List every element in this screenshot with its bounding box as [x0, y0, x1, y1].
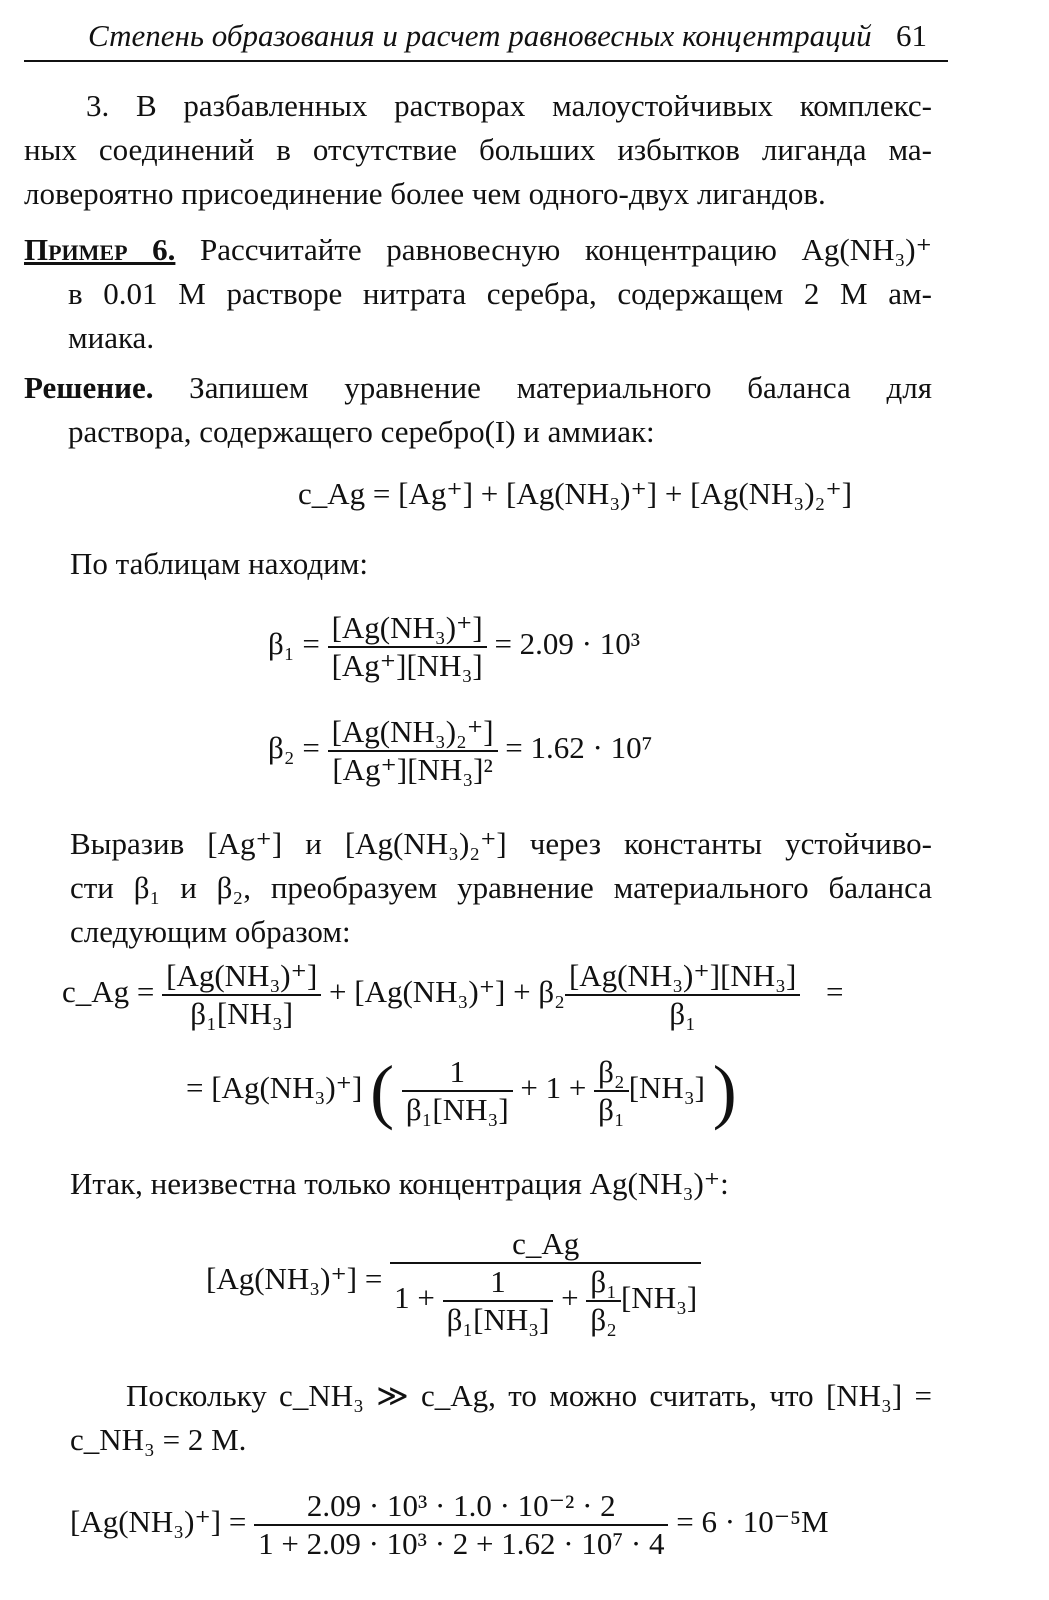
transform1-f1-denominator: β₁[NH₃] — [162, 994, 321, 1032]
transform2-middle: + 1 + — [520, 1070, 587, 1106]
beta2-numerator: [Ag(NH₃)₂⁺] — [331, 714, 494, 749]
since-line: c_NH₃ = 2 М. — [70, 1422, 247, 1457]
express-paragraph — [70, 822, 932, 954]
solution-line — [24, 366, 932, 410]
solve-df2-numerator: β₁ — [590, 1264, 617, 1299]
beta1-denominator: [Ag⁺][NH₃] — [328, 646, 487, 684]
transform-equation-2 — [186, 1051, 737, 1131]
final-equation — [70, 1488, 829, 1562]
transform2-f2-denominator: β₁ — [594, 1090, 629, 1128]
example-paragraph — [24, 228, 932, 360]
beta1-fraction — [328, 610, 487, 684]
solve-denominator — [390, 1262, 701, 1338]
solution-label: Решение. — [24, 370, 154, 405]
beta2-equation — [268, 714, 652, 788]
solve-den-a: 1 + — [394, 1280, 435, 1316]
solve-equation — [206, 1226, 701, 1338]
example-label: Пример 6. — [24, 232, 176, 267]
since-paragraph — [70, 1374, 932, 1462]
transform1-middle: + [Ag(NH₃)⁺] + β₂ — [329, 974, 565, 1010]
solution-paragraph — [24, 366, 932, 454]
transform1-lhs: c_Ag = — [62, 974, 155, 1010]
solve-den-fraction-1 — [443, 1264, 554, 1338]
item-3-paragraph — [24, 84, 932, 216]
solve-den-b: + — [561, 1280, 579, 1316]
item-3-line: 3. В разбавленных растворах малоустойчивых комплекс- — [86, 88, 932, 123]
beta1-numerator: [Ag(NH₃)⁺] — [331, 610, 483, 645]
beta1-rhs: = 2.09 · 10³ — [494, 626, 641, 662]
transform1-fraction-2 — [565, 958, 800, 1032]
transform2-f2-numerator: β₂ — [598, 1054, 625, 1089]
transform1-fraction-1 — [162, 958, 321, 1032]
solve-df1-denominator: β₁[NH₃] — [443, 1300, 554, 1338]
page-number: 61 — [896, 18, 927, 53]
solution-text: Запишем уравнение материального баланса для — [189, 370, 932, 405]
right-paren: ) — [712, 1051, 737, 1131]
solve-den-tail: [NH₃] — [620, 1280, 698, 1316]
transform1-f2-numerator: [Ag(NH₃)⁺][NH₃] — [568, 958, 797, 993]
beta2-rhs: = 1.62 · 10⁷ — [505, 730, 653, 766]
solution-line: раствора, содержащего серебро(I) и аммиак: — [68, 414, 655, 449]
since-line: Поскольку c_NH₃ ≫ c_Ag, то можно считать, что [NH₃] = — [126, 1378, 932, 1413]
transform2-fraction-2 — [594, 1054, 629, 1128]
solve-df2-denominator: β₂ — [586, 1300, 621, 1338]
example-line: миака. — [68, 320, 155, 355]
left-paren: ( — [370, 1051, 395, 1131]
solve-fraction — [390, 1226, 701, 1338]
transform1-f2-denominator: β₁ — [565, 994, 800, 1032]
express-line: Выразив [Ag⁺] и [Ag(NH₃)₂⁺] через константы устойчиво- — [70, 826, 932, 861]
final-rhs: = 6 · 10⁻⁵М — [676, 1504, 829, 1540]
header-rule — [24, 60, 948, 62]
running-header-title: Степень образования и расчет равновесных концентраций — [88, 18, 872, 53]
transform2-lhs: = [Ag(NH₃)⁺] — [186, 1070, 363, 1106]
only-unknown-text: Итак, неизвестна только концентрация Ag(NH₃)⁺: — [70, 1166, 729, 1201]
material-balance-equation: c_Ag = [Ag⁺] + [Ag(NH₃)⁺] + [Ag(NH₃)₂⁺] — [298, 476, 853, 511]
example-line: в 0.01 М растворе нитрата серебра, содержащем 2 М ам- — [68, 276, 932, 311]
solve-lhs: [Ag(NH₃)⁺] = — [206, 1261, 383, 1297]
beta2-fraction — [328, 714, 498, 788]
final-numerator: 2.09 · 10³ · 1.0 · 10⁻² · 2 — [306, 1488, 616, 1523]
beta2-lhs: β₂ = — [268, 730, 320, 766]
transform1-end: = — [826, 974, 844, 1010]
example-text: Рассчитайте равновесную концентрацию Ag(NH₃)⁺ — [200, 232, 932, 267]
item-3-line: ловероятно присоединение более чем одного-двух лигандов. — [24, 176, 826, 211]
solve-den-fraction-2 — [586, 1264, 621, 1338]
transform2-tail: [NH₃] — [628, 1070, 705, 1106]
beta2-denominator: [Ag⁺][NH₃]² — [328, 750, 498, 788]
express-line: следующим образом: — [70, 914, 351, 949]
item-3-line: ных соединений в отсутствие больших избытков лиганда ма- — [24, 132, 932, 167]
transform1-f1-numerator: [Ag(NH₃)⁺] — [166, 958, 318, 993]
transform2-f1-denominator: β₁[NH₃] — [402, 1090, 513, 1128]
express-line: сти β₁ и β₂, преобразуем уравнение материального баланса — [70, 870, 932, 905]
final-lhs: [Ag(NH₃)⁺] = — [70, 1504, 247, 1540]
final-fraction — [254, 1488, 668, 1562]
solve-numerator: c_Ag — [512, 1226, 580, 1261]
solve-df1-numerator: 1 — [490, 1264, 506, 1299]
transform-equation-1 — [62, 958, 844, 1032]
transform2-fraction-1 — [402, 1054, 513, 1128]
final-denominator: 1 + 2.09 · 10³ · 2 + 1.62 · 10⁷ · 4 — [254, 1524, 668, 1562]
transform2-f1-numerator: 1 — [449, 1054, 465, 1089]
beta1-equation — [268, 610, 640, 684]
example-line — [24, 228, 932, 272]
tables-text: По таблицам находим: — [70, 546, 368, 581]
beta1-lhs: β₁ = — [268, 626, 320, 662]
